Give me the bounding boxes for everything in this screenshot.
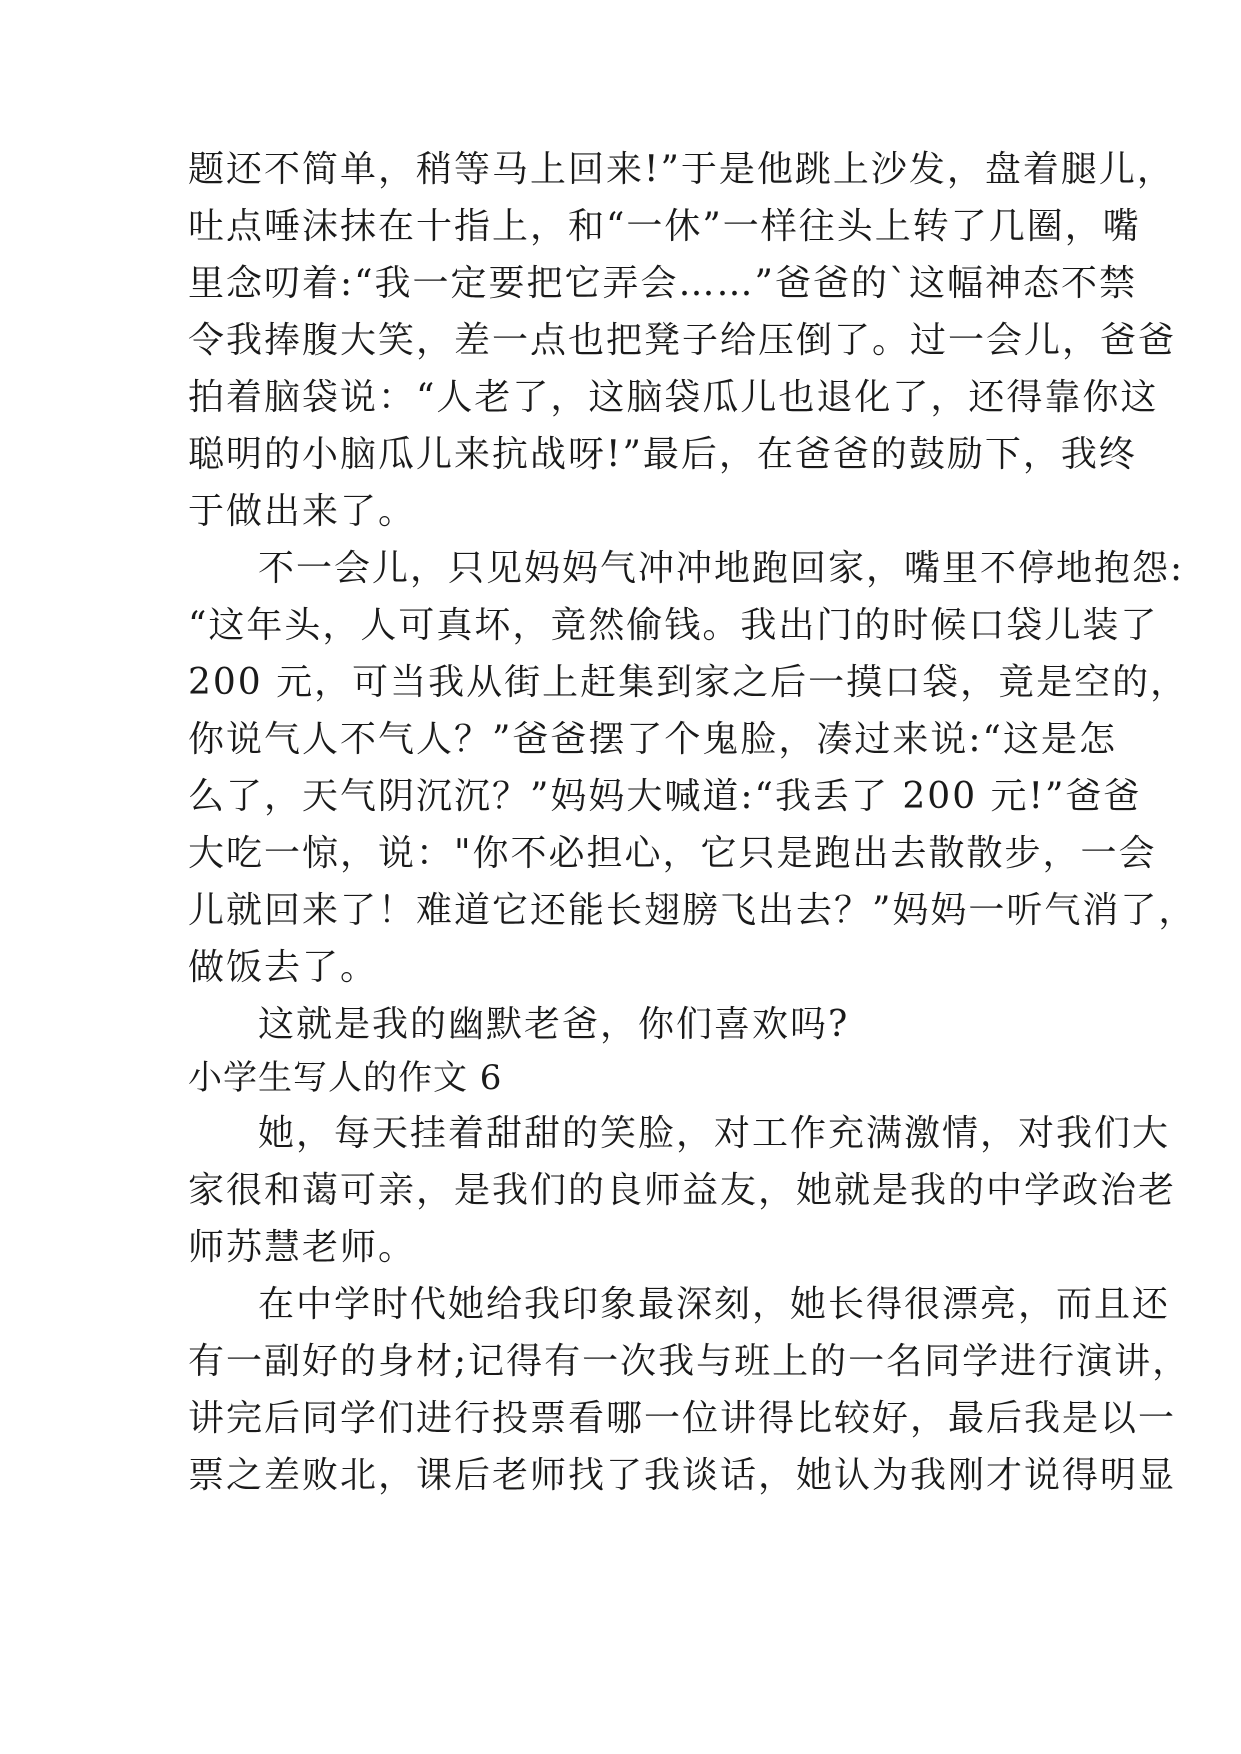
text-line: 师苏慧老师。 — [188, 1227, 417, 1268]
paragraph-first-line: 在中学时代她给我印象最深刻，她长得很漂亮，而且还 — [258, 1284, 1171, 1325]
text-line: 儿就回来了！难道它还能长翅膀飞出去？”妈妈一听气消了， — [188, 890, 1197, 931]
text-line: 大吃一惊，说："你不必担心，它只是跑出去散散步，一会 — [188, 833, 1157, 874]
text-line: 拍着脑袋说：“人老了，这脑袋瓜儿也退化了，还得靠你这 — [188, 377, 1159, 418]
text-line: 吐点唾沫抹在十指上，和“一休”一样往头上转了几圈，嘴 — [188, 206, 1141, 247]
paragraph-first-line: 这就是我的幽默老爸，你们喜欢吗? — [258, 1004, 850, 1045]
text-line: 票之差败北，课后老师找了我谈话，她认为我刚才说得明显 — [188, 1455, 1177, 1496]
text-line: 聪明的小脑瓜儿来抗战呀!”最后，在爸爸的鼓励下，我终 — [188, 434, 1137, 475]
text-line: 做饭去了。 — [188, 947, 379, 988]
text-line: 讲完后同学们进行投票看哪一位讲得比较好，最后我是以一 — [188, 1398, 1177, 1439]
text-line: 令我捧腹大笑，差一点也把凳子给压倒了。过一会儿，爸爸 — [188, 320, 1177, 361]
paragraph-first-line: 她，每天挂着甜甜的笑脸，对工作充满激情，对我们大 — [258, 1113, 1171, 1154]
text-line: 有一副好的身材;记得有一次我与班上的一名同学进行演讲， — [188, 1341, 1191, 1382]
text-line: 家很和蔼可亲，是我们的良师益友，她就是我的中学政治老 — [188, 1170, 1177, 1211]
text-line: 里念叨着:“我一定要把它弄会……”爸爸的`这幅神态不禁 — [188, 263, 1137, 304]
text-line: 题还不简单，稍等马上回来!”于是他跳上沙发，盘着腿儿， — [188, 149, 1175, 190]
paragraph-first-line: 不一会儿，只见妈妈气冲冲地跑回家，嘴里不停地抱怨: — [258, 548, 1185, 589]
text-line: 200 元，可当我从街上赶集到家之后一摸口袋，竟是空的， — [188, 662, 1189, 703]
text-line: “这年头，人可真坏，竟然偷钱。我出门的时候口袋儿装了 — [188, 605, 1159, 646]
section-heading: 小学生写人的作文 6 — [188, 1058, 503, 1098]
text-line: 于做出来了。 — [188, 491, 417, 532]
text-line: 么了，天气阴沉沉？”妈妈大喊道:“我丢了 200 元!”爸爸 — [188, 776, 1142, 817]
text-line: 你说气人不气人？”爸爸摆了个鬼脸，凑过来说:“这是怎 — [188, 719, 1117, 760]
